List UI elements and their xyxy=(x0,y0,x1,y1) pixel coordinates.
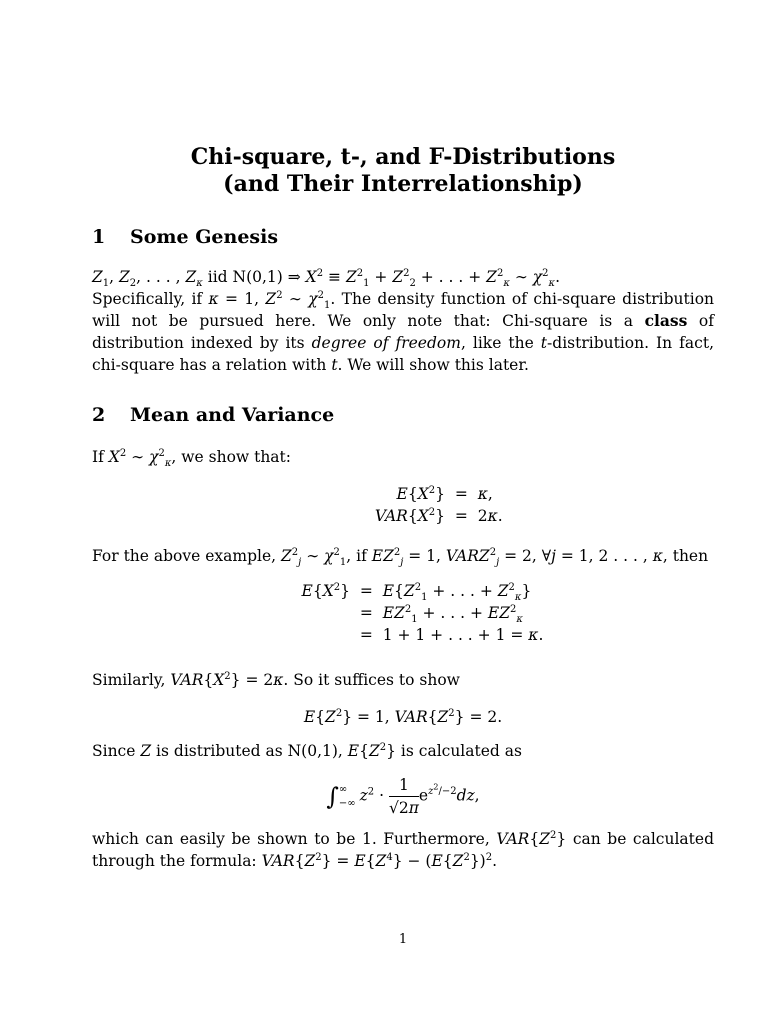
section-1-heading xyxy=(92,226,278,248)
p2-f: . We will show this later. xyxy=(337,356,529,374)
title-line-2: (and Their Interrelationship) xyxy=(223,171,583,197)
page-number: 1 xyxy=(398,932,408,947)
p5-a: Similarly, xyxy=(92,671,171,689)
title-line-1: Chi-square, t-, and F-Distributions xyxy=(190,144,616,170)
p2-c: of distribution indexed by its xyxy=(92,312,714,352)
p3-a: If xyxy=(92,448,109,466)
p2-emph: degree of freedom xyxy=(311,334,461,352)
normal-dist: N(0,1) xyxy=(232,268,283,286)
paragraph-1: $Z_1$, $Z_2$, . . . , $Z_\kappa$ iid N(0,1) ⇒ $X^2 \equiv Z^2_1 + Z^2_2$ + . . . + $Z^2_\kappa$ ∼ $\chi^2_\kappa$. Specifically, if κ = 1, $Z^2$ ∼ $\chi^2_1$. The density function of chi-square distribution will not be pursued here. We only note that: Chi-square is a class of distribution indexed by its degree of freedom, like the t-distribution. In fact, chi-square has a relation with t. We will show this later. xyxy=(92,267,715,374)
p5-b: . So it suffices to show xyxy=(283,671,460,689)
p2-d: , like the xyxy=(460,334,541,352)
paragraph-7: which can easily be shown to be 1. Furthermore, $VAR\{Z^2\}$ can be calculated through the formula: $VAR\{Z^2\} = E\{Z^4\} - (E\{Z^2\})^2$. xyxy=(92,829,714,870)
section-2-heading xyxy=(92,404,334,426)
paragraph-5: Similarly, $VAR\{X^2\} = 2\kappa$. So it suffices to show xyxy=(92,670,460,689)
section-1-title: Some Genesis xyxy=(130,226,279,248)
p6-a: Since xyxy=(92,742,141,760)
p2-b: . The density function of chi-square distribution will not be pursued here. We only note that: Chi-square is a xyxy=(92,290,715,330)
p2-bold-class: class xyxy=(644,311,688,330)
section-2-number: 2 xyxy=(92,404,106,426)
p7-a: which can easily be shown to be 1. Furthermore, xyxy=(92,830,497,848)
paragraph-6: Since Z is distributed as N(0,1), $E\{Z^2\}$ is calculated as xyxy=(92,741,522,760)
p4-a: For the above example, xyxy=(92,547,281,565)
section-2-title: Mean and Variance xyxy=(130,404,335,426)
p6-b: is distributed as N(0,1), xyxy=(151,742,348,760)
p6-c: is calculated as xyxy=(396,742,522,760)
equation-integral: ∫ ∞ −∞ $z^2$ · $\frac{1}{√2\pi}$ $e^{z^2/-2}dz$, xyxy=(326,776,480,817)
p4-b: , then xyxy=(662,547,709,565)
section-1-number: 1 xyxy=(92,226,106,248)
paragraph-4: For the above example, $Z^2_j$ ∼ $\chi^2_1$, if $EZ^2_j = 1$, $VARZ^2_j = 2$, ∀j = 1, 2 . . . , κ, then xyxy=(92,546,709,569)
p2-e: -distribution. In fact, chi-square has a relation with xyxy=(92,334,714,374)
paper-title xyxy=(92,144,714,198)
equation-expectation-sum: $E\{X^2\} = E\{Z^2_1$ + . . . + $Z^2_\kappa$} = $EZ^2_1$ + . . . + $EZ^2_\kappa$ = 1 + 1 + . . . + 1 = κ. xyxy=(301,581,544,644)
p7-b: can be calculated through the formula: xyxy=(92,830,714,870)
paragraph-3: If $X^2$ ∼ $\chi^2_\kappa$, we show that: xyxy=(92,447,291,470)
equation-mean-var: $E\{X^2\} = \kappa$, $VAR\{X^2\} = 2\kappa$. xyxy=(374,484,503,525)
equation-z-moments: $E\{Z^2\} = 1$, $VAR\{Z^2\} = 2$. xyxy=(303,707,503,726)
iid-word: iid xyxy=(207,268,228,286)
p3-b: , we show that: xyxy=(171,448,291,466)
p2-a: Specifically, if xyxy=(92,290,209,308)
